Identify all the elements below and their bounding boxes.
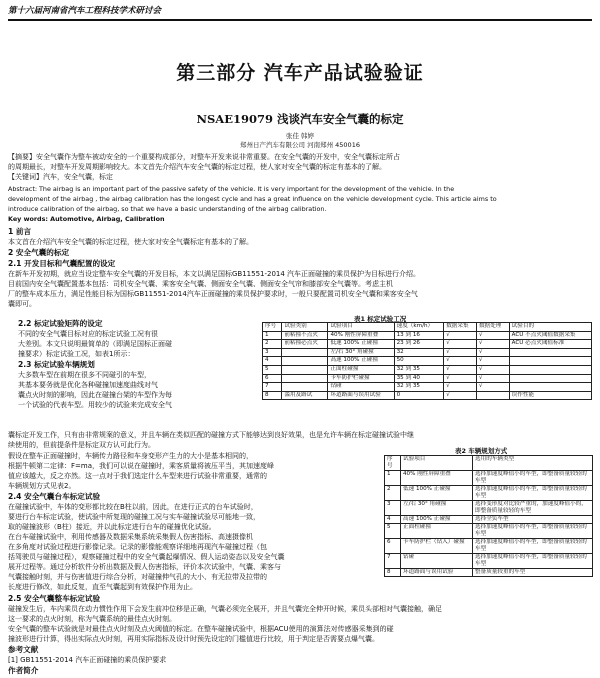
table-1-row [263, 365, 592, 374]
table-2 [384, 455, 593, 577]
section-2-3-line: 根据牛顿第二定律：F=ma，我们可以说在碰撞时，乘客质量将被压平当，其加速度峰 [8, 462, 274, 470]
table-2-cell: 选择加速度峰值小的车型，即整备质量较轻的车型 [473, 524, 593, 539]
table-1-cell: 前粘撞必点火 [282, 340, 328, 349]
section-2-2 [18, 318, 258, 410]
section-2-2-line: 大差别。本文只说明最简单的（即满足国标正面碰 [18, 340, 172, 348]
table-1-cell [509, 357, 591, 366]
table-1-header-cell: 序号 [263, 323, 282, 332]
table-1-cell: 50 [394, 357, 444, 366]
table-2-cell: 选择变形度对比较严重的，加速度峰值小的，即整备质量较轻的车型 [473, 501, 593, 516]
table-1-cell: √ [444, 383, 477, 392]
table-1-cell: 0 [394, 391, 444, 400]
section-2-3-line: 值应该越大，反之亦然。这一点对于我们选定什么车型来进行试验非常重要，通常的 [8, 472, 267, 480]
table-2-cell: 8 [385, 569, 401, 577]
section-2-4-line: 取的碰撞波形（B柱）接近，并以此标定进行台车的碰撞优化试验。 [8, 523, 216, 531]
table-1-row [263, 383, 592, 392]
table-2-header-cell: 选用的车辆类型 [473, 456, 593, 471]
affiliation: 郑州日产汽车有限公司 河南郑州 450016 [240, 141, 360, 149]
table-2-cell: 5 [385, 524, 401, 539]
table-2-cell: 4 [385, 516, 401, 524]
section-2-5-line: 这一要求的点火时刻，称为气囊系统的最佳点火时刻。 [8, 615, 176, 623]
table-2-cell: 1 [385, 471, 401, 486]
table-2-cell: 钻碰 [401, 554, 473, 569]
table-1-cell: 1 [263, 331, 282, 340]
article-title: NSAE19079 浅谈汽车安全气囊的标定 [196, 112, 404, 126]
table-1-cell: 32 到 35 [394, 365, 444, 374]
table-2-cell: 2 [385, 486, 401, 501]
abstract-cn-line: 的周期最长，对整车开发周期影响较大。本文首先介绍汽车安全气囊的标定过程，使人家对安全气囊的标定有基本的了解。 [8, 163, 386, 171]
table-1-cell: 8 [263, 391, 282, 400]
table-2-cell: 左/右 30° 角碰撞 [401, 501, 473, 516]
table-1-cell: √ [444, 357, 477, 366]
section-2-3-line: 囊点火时刻的影响，因此在碰撞台架的车型作为每 [18, 391, 172, 399]
table-1-cell: √ [476, 365, 509, 374]
table-2-cell: 选择加速度峰值小的车型，即整备质量较轻的车型 [473, 554, 593, 569]
table-2-row [385, 516, 593, 524]
table-1-cell: 23 到 26 [394, 340, 444, 349]
table-1-cell: 坏道路面与误用试验 [328, 391, 394, 400]
table-1-cell [509, 348, 591, 357]
table-1-header-cell: 数据采集 [444, 323, 477, 332]
table-1-cell: 正面柱碰撞 [328, 365, 394, 374]
table-1-cell [476, 391, 509, 400]
abstract-en-line: introduce calibration of the airbag, so that we have a basic understanding of the airbag calibration. [8, 205, 327, 213]
table-1-header-row [263, 323, 592, 332]
table-1-caption: 表1 标定试验工况 [354, 315, 407, 323]
author-bio-heading: 作者简介 [8, 666, 39, 675]
table-1-cell: 13 到 16 [394, 331, 444, 340]
table-1-cell: √ [444, 331, 477, 340]
abstract-en-line: development of the airbag , the airbag calibration has the longest cycle and has a great influence on the vehicle development cycle. This article aims to [8, 195, 497, 203]
section-2-4-line: 展开过程等。通过分析软件分析出数据及假人伤害指标，评价本次试验中，气囊、乘客与 [8, 563, 281, 571]
section-2-3-heading: 2.3 标定试验车辆规划 [18, 360, 95, 369]
table-1-cell: ACU 不点火阈值数据采集 [509, 331, 591, 340]
table-1-cell: 滥用及路试 [282, 391, 328, 400]
table-1-cell [509, 365, 591, 374]
section-2-3-line: 续使用的，但前提条件是标定双方认可此行为。 [8, 441, 155, 449]
table-1-cell [282, 383, 328, 392]
reference-item: [1] GB11551-2014 汽车正面碰撞的乘员保护要求 [8, 656, 167, 664]
section-1-text: 本文首在介绍汽车安全气囊的标定过程，使大家对安全气囊标定有基本的了解。 [8, 238, 253, 246]
part-title: 第三部分 汽车产品试验验证 [176, 62, 424, 84]
table-1-cell: 钻碰 [328, 383, 394, 392]
abstract-en [8, 184, 592, 224]
table-1-cell: 误作性能 [509, 391, 591, 400]
running-header: 第十六届河南省汽车工程科技学术研讨会 [8, 6, 162, 16]
table-1-header-cell: 试验类别 [282, 323, 328, 332]
table-2-row [385, 569, 593, 577]
table-2-cell: 选择加速度峰值小的车型，即整备质量较轻的车型 [473, 471, 593, 486]
table-1-cell: 前粘撞不点火 [282, 331, 328, 340]
table-2-header-cell: 试验项目 [401, 456, 473, 471]
table-1-header-cell: 速度（km/h） [394, 323, 444, 332]
table-2-row [385, 524, 593, 539]
table-2-cell: 坏道路面与误用试验 [401, 569, 473, 577]
table-1-cell: √ [444, 365, 477, 374]
section-1-heading: 1 前言 [8, 227, 32, 236]
table-1-cell: √ [476, 383, 509, 392]
table-1-cell: 5 [263, 365, 282, 374]
table-1-cell: √ [476, 331, 509, 340]
section-2-2-heading: 2.2 标定试验矩阵的设定 [18, 319, 103, 328]
section-2-4-heading: 2.4 安全气囊台车标定试验 [8, 492, 101, 501]
table-1-cell: 3 [263, 348, 282, 357]
table-1-cell: 7 [263, 383, 282, 392]
section-2-4-line: 在多角度对试验过程进行影像记录。记录的影像能观察详细地再现汽车碰撞过程（包 [8, 543, 267, 551]
keywords-en: Key words: Automotive, Airbag, Calibration [8, 215, 165, 223]
table-1-cell: √ [444, 340, 477, 349]
table-1-header-cell: 数据处理 [476, 323, 509, 332]
section-2-1-line: 囊即可。 [8, 300, 36, 308]
table-1-cell: 6 [263, 374, 282, 383]
section-2-4-line: 气囊接触时刻，并与伤害值进行综合分析，对碰撞伸气孔的大小、有无拉带及拉带的 [8, 573, 267, 581]
table-1-row [263, 391, 592, 400]
table-1-cell: √ [444, 374, 477, 383]
section-2-5-line: 安全气囊的整车试验就是对最佳点火时刻及点火阈值的标定。在整车碰撞试验中，根据ACU使用的演算法对传感器采集到的碰 [8, 625, 394, 633]
table-2-cell: 40% 刚性屏障重叠 [401, 471, 473, 486]
section-2-2-line: 不同的安全气囊目标对应的标定试验工况有很 [18, 330, 158, 338]
section-2-5 [8, 593, 592, 676]
table-2-cell: 卡车防护栏（钻入）碰撞 [401, 539, 473, 554]
section-2-3-and-2-4 [8, 451, 380, 592]
table-1-cell: 32 到 35 [394, 383, 444, 392]
section-2-heading: 2 安全气囊的标定 [8, 248, 70, 257]
table-2-cell: 高速 100% 正碰撞 [401, 516, 473, 524]
section-2-3-line: 囊标定开发工作，只有由非常规案的意义，并且车辆在类似匹配的碰撞方式下能够达到良好效果，也是允许车辆在标定碰撞试验中继 [8, 431, 414, 439]
header-rule [8, 19, 592, 21]
authors: 张佳 韩婷 [285, 132, 315, 140]
section-2-3-line: 车辆规划方式见表2。 [8, 482, 76, 490]
table-2-cell: 选择全负车型 [473, 516, 593, 524]
section-2-3-line: 假设在整车正面碰撞时，车辆传力路径和车身变形产生力的大小是基本相同的， [8, 452, 253, 460]
table-1-cell: 左/右 30° 角碰撞 [328, 348, 394, 357]
table-1-cell [282, 348, 328, 357]
table-1-cell: 35 到 40 [394, 374, 444, 383]
section-2-5-line: 碰撞发生后，车内乘员在动力惯性作用下会发生前冲位移是正确，气囊必须完全展开，并且气囊完全伸开时候，乘员头部相对气囊接触，确足 [8, 605, 442, 613]
table-1-cell: 2 [263, 340, 282, 349]
table-2-cell: 整备质量较重的车型 [473, 569, 593, 577]
table-1-row [263, 374, 592, 383]
table-2-cell: 选择加速度峰值小的车型，即整备质量较轻的车型 [473, 539, 593, 554]
table-1 [262, 322, 592, 400]
table-1-row [263, 340, 592, 349]
table-1-cell: 卡车防护栏碰撞 [328, 374, 394, 383]
table-1-cell: 4 [263, 357, 282, 366]
table-2-row [385, 471, 593, 486]
table-2-cell: 选择加速度峰值小的车型，即整备质量较轻的车型 [473, 486, 593, 501]
abstract-en-line: Abstract: The airbag is an important part of the passive safety of the vehicle. It is very important for the development of the vehicle. In the [8, 185, 455, 193]
table-1-cell: √ [444, 391, 477, 400]
table-2-caption: 表2 车辆规划方式 [455, 447, 508, 455]
section-2-3-line: 其基本要务就是优化各种碰撞加速度曲线对气 [18, 381, 158, 389]
table-1-row [263, 331, 592, 340]
section-2-4-line: 在碰撞试验中，车体的变形都比较在B柱以前，因此，在进行正式的台车试验时， [8, 503, 258, 511]
table-1-header-cell: 试验项目 [328, 323, 394, 332]
table-2-header-cell: 序号 [385, 456, 401, 471]
table-2-row [385, 501, 593, 516]
table-1-cell: ACU 必点火阈值标准 [509, 340, 591, 349]
table-2-row [385, 554, 593, 569]
table-2-row [385, 486, 593, 501]
section-2-1-line: 目前国内安全气囊配置基本包括：司机安全气囊、乘客安全气囊、侧面安全气囊、侧面安全气帘和膝部安全气囊等。考虑主机 [8, 280, 393, 288]
table-1-row [263, 357, 592, 366]
table-1-cell [282, 374, 328, 383]
abstract-cn-line: 【摘要】安全气囊作为整车被动安全的一个重要构成部分，对整车开发来说非常重要。在安全气囊的开发中，安全气囊标定所占 [8, 153, 400, 161]
table-1-cell [509, 383, 591, 392]
table-1-cell: 高速 100% 正碰撞 [328, 357, 394, 366]
section-2-3-line: 一个试验的代表车型。用较少的试验来完成安全气 [18, 401, 172, 409]
table-2-cell: 6 [385, 539, 401, 554]
table-1-cell: √ [476, 357, 509, 366]
table-1-cell: √ [476, 348, 509, 357]
section-2-4-line: 长度进行修改，如此反复，直至气囊起到有效保护作用为止。 [8, 583, 197, 591]
table-2-cell: 7 [385, 554, 401, 569]
section-2-4-line: 在台车碰撞试验中，利用传感器及数据采集系统采集假人伤害指标、高速摄像机 [8, 533, 253, 541]
intro-block [8, 226, 592, 309]
section-2-5-line: 撞波形进行计算，得出实际点火时刻，再用实际指标及设计时预先设定的门槛值进行比较，用于判定是否需要点爆气囊。 [8, 635, 379, 643]
section-2-5-heading: 2.5 安全气囊整车标定试验 [8, 594, 101, 603]
table-1-cell [509, 374, 591, 383]
table-1-header-cell: 试验目的 [509, 323, 591, 332]
table-2-cell: 正面柱碰撞 [401, 524, 473, 539]
table-2-cell: 3 [385, 501, 401, 516]
table-1-cell: 32 [394, 348, 444, 357]
table-1-cell: √ [444, 348, 477, 357]
table-2-header-row [385, 456, 593, 471]
section-2-2-line: 撞要求）标定试验工况，如表1所示： [18, 350, 135, 358]
section-2-1-line: 在新车开发初期，就应当设定整车安全气囊的开发目标，本文以满足国标GB11551-2014 汽车正面碰撞的乘员保护为目标进行介绍。 [8, 270, 421, 278]
table-1-cell [282, 357, 328, 366]
table-1-cell: √ [476, 340, 509, 349]
table-1-row [263, 348, 592, 357]
section-2-1-line: 厂的整车成本压力，满足性能目标为国标GB11551-2014汽车正面碰撞的乘员保护要求时，一般只要配置司机安全气囊和乘客安全气 [8, 290, 418, 298]
references-heading: 参考文献 [8, 645, 39, 654]
table-2-row [385, 539, 593, 554]
keywords-cn: 【关键词】汽车，安全气囊，标定 [8, 173, 113, 181]
table-1-cell: √ [476, 374, 509, 383]
section-2-4-line: 要进行台车标定试验，使试验中所复现的碰撞工况与实车碰撞试验尽可能地一致， [8, 513, 260, 521]
table-1-cell [282, 365, 328, 374]
table-2-cell: 低速 100% 正碰撞 [401, 486, 473, 501]
section-2-3-line: 大多数车型在前期在很多不同碰引的车型， [18, 371, 151, 379]
table-1-cell: 低速 100% 正碰撞 [328, 340, 394, 349]
abstract-cn [8, 152, 592, 182]
section-2-1-heading: 2.1 开发目标和气囊配置的设定 [8, 259, 116, 268]
section-2-4-line: 括驾驶员与碰撞过程），观察碰撞过程中的安全气囊起爆情况、假人运动姿态以及安全气囊 [8, 553, 285, 561]
table-1-cell: 40% 刚性屏障重叠 [328, 331, 394, 340]
